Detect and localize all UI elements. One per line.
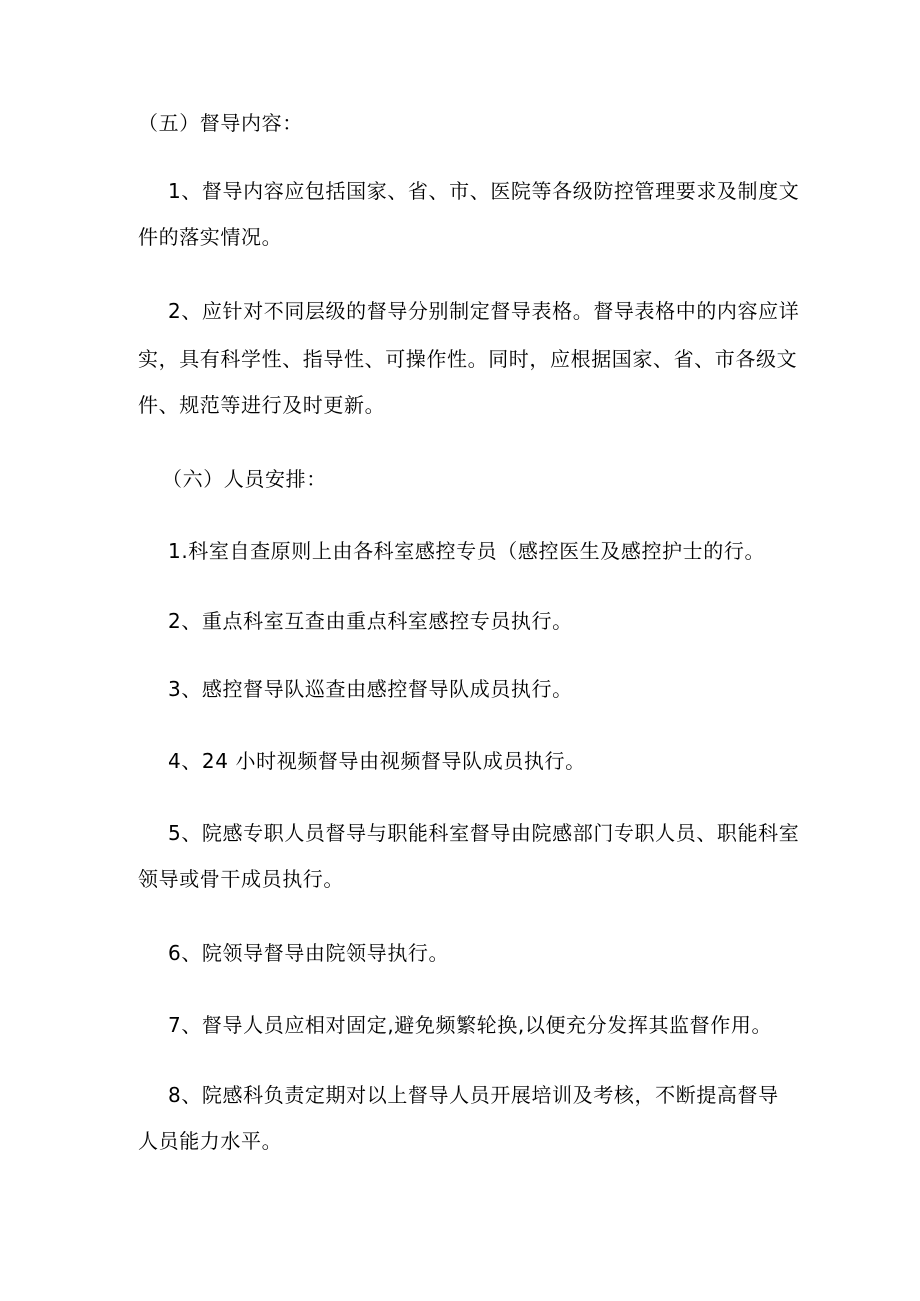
section6-item-5-line-1: 5、院感专职人员督导与职能科室督导由院感部门专职人员、职能科室 (168, 821, 800, 845)
section5-item-1-line-2: 件的落实情况。 (138, 225, 283, 249)
section6-item-8 (168, 1072, 798, 1118)
section-heading-5 (138, 100, 790, 146)
section5-item-1 (168, 168, 798, 214)
section6-item-4-line-1: 4、24 小时视频督导由视频督导队成员执行。 (168, 749, 586, 773)
section5-item-1-cont (138, 214, 790, 260)
section5-item-2 (168, 288, 798, 334)
section6-item-8-line-1: 8、院感科负责定期对以上督导人员开展培训及考核，不断提高督导 (168, 1083, 779, 1107)
section6-item-3 (168, 666, 798, 712)
section5-item-2-line-2: 实，具有科学性、指导性、可操作性。同时，应根据国家、省、市各级文 (138, 347, 798, 371)
section6-item-2 (168, 598, 798, 644)
section6-item-5-line-2: 领导或骨干成员执行。 (138, 867, 344, 891)
section6-item-4 (168, 738, 798, 784)
section6-item-3-line-1: 3、感控督导队巡查由感控督导队成员执行。 (168, 677, 573, 701)
section-heading-6 (162, 456, 814, 502)
section-heading-5-text: （五）督导内容： (138, 111, 303, 135)
section5-item-2-cont (138, 336, 798, 428)
section6-item-1-line-1: 1.科室自查原则上由各科室感控专员（感控医生及感控护士的行。 (168, 539, 766, 563)
section5-item-2-line-3: 件、规范等进行及时更新。 (138, 393, 386, 417)
section5-item-2-line-1: 2、应针对不同层级的督导分别制定督导表格。督导表格中的内容应详 (168, 299, 800, 323)
section6-item-6 (168, 930, 798, 976)
section6-item-2-line-1: 2、重点科室互查由重点科室感控专员执行。 (168, 609, 573, 633)
section5-item-1-line-1: 1、督导内容应包括国家、省、市、医院等各级防控管理要求及制度文 (168, 179, 800, 203)
section6-item-7 (168, 1002, 798, 1048)
section6-item-8-cont (138, 1118, 790, 1164)
section6-item-5-cont (138, 856, 790, 902)
section6-item-8-line-2: 人员能力水平。 (138, 1129, 283, 1153)
section-heading-6-text: （六）人员安排： (162, 467, 327, 491)
section6-item-6-line-1: 6、院领导督导由院领导执行。 (168, 941, 450, 965)
section6-item-7-line-1: 7、督导人员应相对固定,避免频繁轮换,以便充分发挥其监督作用。 (168, 1013, 773, 1037)
section6-item-1 (168, 528, 798, 574)
section6-item-5 (168, 810, 798, 856)
